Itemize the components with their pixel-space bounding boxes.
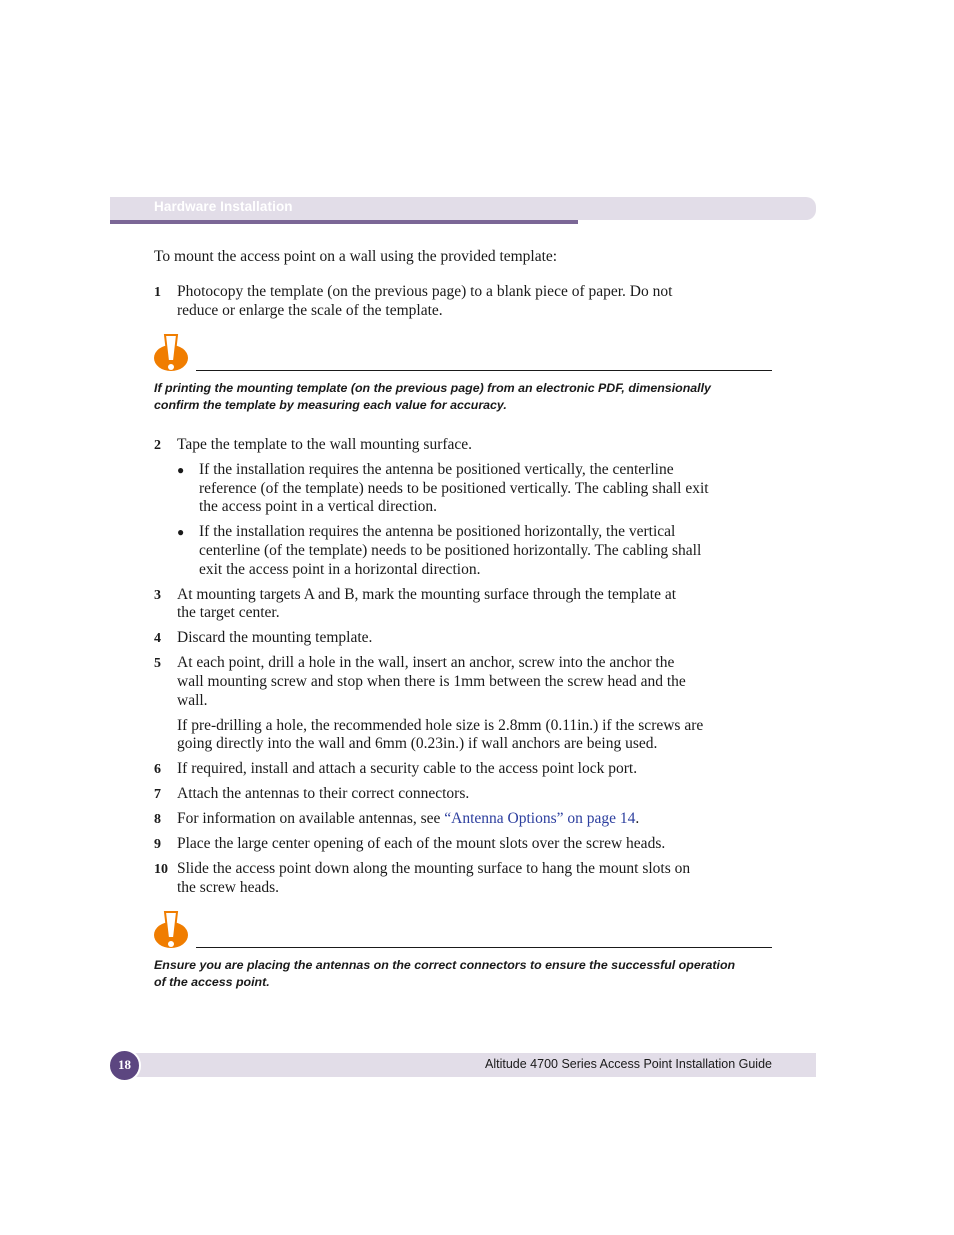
step-text: Tape the template to the wall mounting surface.	[177, 436, 473, 453]
step-text: Place the large center opening of each of the mount slots over the screw heads.	[177, 835, 666, 852]
step-number: 9	[154, 837, 161, 852]
intro-text: To mount the access point on a wall using the provided template:	[154, 248, 558, 265]
caution-rule	[196, 947, 772, 948]
step-number: 2	[154, 438, 161, 453]
step-text: Attach the antennas to their correct connectors.	[177, 785, 470, 802]
bullet-text: exit the access point in a horizontal direction.	[199, 561, 481, 578]
step-number: 1	[154, 285, 161, 300]
step-number: 5	[154, 656, 161, 671]
step-text: the target center.	[177, 604, 280, 621]
bullet-marker: ●	[177, 463, 185, 477]
step-text: wall mounting screw and stop when there is 1mm between the screw head and the	[177, 673, 686, 690]
step-number: 10	[154, 862, 168, 877]
step-text: the screw heads.	[177, 879, 279, 896]
bullet-text: If the installation requires the antenna be positioned horizontally, the vertical	[199, 523, 676, 540]
caution-line: If printing the mounting template (on the previous page) from an electronic PDF, dimensionally	[154, 381, 711, 395]
step-text-after: .	[635, 810, 640, 827]
caution-rule	[196, 370, 772, 371]
antenna-options-link[interactable]: “Antenna Options” on page 14	[444, 810, 636, 827]
step-text: reduce or enlarge the scale of the template.	[177, 302, 443, 319]
caution-line: confirm the template by measuring each value for accuracy.	[154, 398, 507, 412]
step-text: going directly into the wall and 6mm (0.23in.) if wall anchors are being used.	[177, 735, 658, 752]
caution-icon	[153, 910, 189, 950]
bullet-text: If the installation requires the antenna be positioned vertically, the centerline	[199, 461, 674, 478]
step-text: Slide the access point down along the mounting surface to hang the mount slots on	[177, 860, 691, 877]
section-title: Hardware Installation	[154, 199, 293, 214]
bullet-text: the access point in a vertical direction.	[199, 498, 438, 515]
step-text: Photocopy the template (on the previous page) to a blank piece of paper. Do not	[177, 283, 673, 300]
caution-note	[154, 957, 772, 991]
step-text: wall.	[177, 692, 208, 709]
bullet-marker: ●	[177, 525, 185, 539]
bullet-text: reference (of the template) needs to be positioned vertically. The cabling shall exit	[199, 480, 709, 497]
caution-line: of the access point.	[154, 975, 270, 989]
caution-icon	[153, 333, 189, 373]
step-number: 3	[154, 588, 161, 603]
bullet-text: centerline (of the template) needs to be positioned horizontally. The cabling shall	[199, 542, 702, 559]
caution-line: Ensure you are placing the antennas on the correct connectors to ensure the successful operation	[154, 958, 736, 972]
step-text: If required, install and attach a security cable to the access point lock port.	[177, 760, 638, 777]
step-text	[177, 809, 639, 828]
page-number: 18	[118, 1057, 131, 1072]
step-text-before: For information on available antennas, see	[177, 810, 445, 827]
step-number: 6	[154, 762, 161, 777]
step-text: At each point, drill a hole in the wall, insert an anchor, screw into the anchor the	[177, 654, 675, 671]
step-number: 7	[154, 787, 161, 802]
caution-note	[154, 380, 772, 414]
header-underline	[110, 220, 578, 224]
step-text: Discard the mounting template.	[177, 629, 373, 646]
step-number: 4	[154, 631, 161, 646]
step-number: 8	[154, 812, 161, 827]
document-title: Altitude 4700 Series Access Point Installation Guide	[485, 1057, 772, 1071]
step-text: If pre-drilling a hole, the recommended hole size is 2.8mm (0.11in.) if the screws are	[177, 717, 704, 734]
step-text: At mounting targets A and B, mark the mounting surface through the template at	[177, 586, 677, 603]
